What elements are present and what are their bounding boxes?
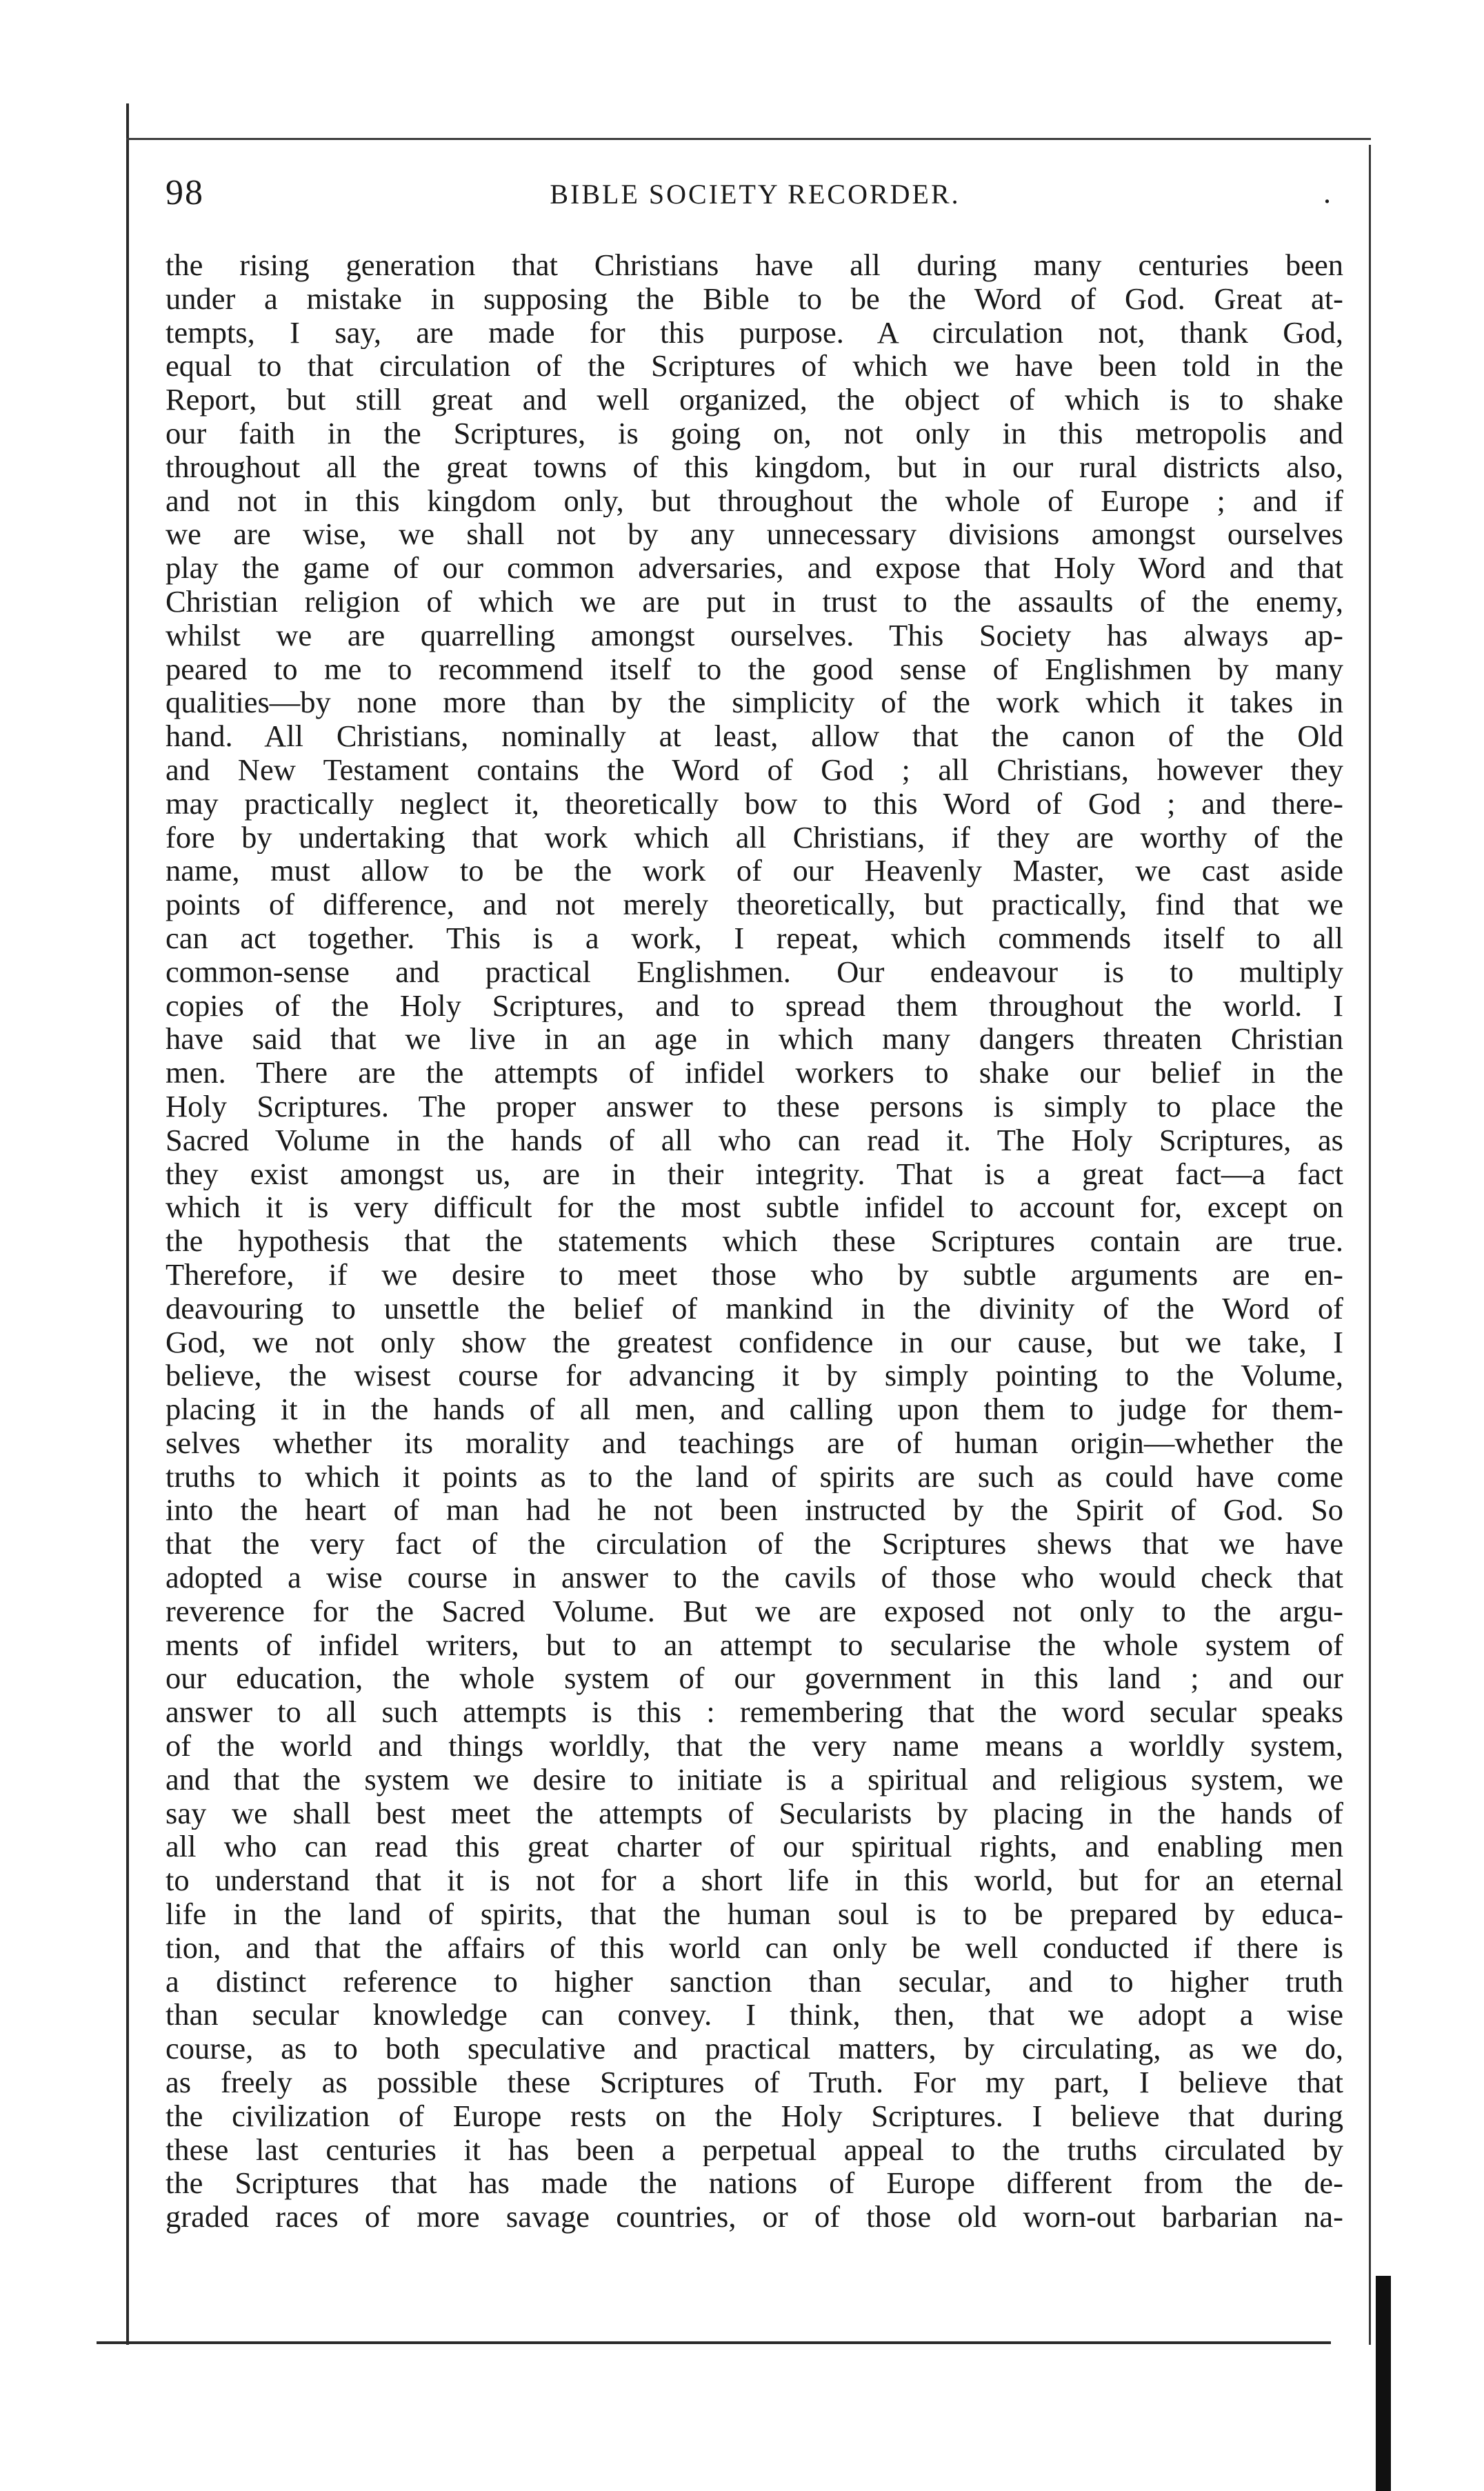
text-line: Report, but still great and well organized, the object of which is to shake [166, 383, 1343, 417]
text-line: can act together. This is a work, I repeat, which commends itself to all [166, 921, 1343, 955]
text-line: ments of infidel writers, but to an attempt to secularise the whole system of [166, 1628, 1343, 1662]
text-line: men. There are the attempts of infidel workers to shake our belief in the [166, 1056, 1343, 1090]
text-line: we are wise, we shall not by any unnecessary divisions amongst ourselves [166, 517, 1343, 552]
page-header [166, 172, 1345, 221]
text-line: play the game of our common adversaries, and expose that Holy Word and that [166, 551, 1343, 585]
text-line: adopted a wise course in answer to the cavils of those who would check that [166, 1561, 1343, 1594]
text-line: whilst we are quarrelling amongst ourselves. This Society has always ap- [166, 618, 1343, 652]
text-line: life in the land of spirits, that the human soul is to be prepared by educa- [166, 1897, 1343, 1931]
text-line: throughout all the great towns of this kingdom, but in our rural districts also, [166, 450, 1343, 484]
page-border-left [126, 103, 129, 2345]
text-line: our education, the whole system of our government in this land ; and our [166, 1661, 1343, 1696]
text-line: graded races of more savage countries, or of those old worn-out barbarian na- [166, 2200, 1343, 2234]
text-line: as freely as possible these Scriptures of Truth. For my part, I believe that [166, 2065, 1343, 2099]
text-line: and that the system we desire to initiate is a spiritual and religious system, we [166, 1762, 1343, 1797]
text-line: answer to all such attempts is this : remembering that the word secular speaks [166, 1695, 1343, 1730]
page-border-right [1369, 145, 1371, 2345]
text-line: of the world and things worldly, that the very name means a worldly system, [166, 1729, 1343, 1763]
text-line: fore by undertaking that work which all Christians, if they are worthy of the [166, 820, 1343, 854]
text-line: Christian religion of which we are put in trust to the assaults of the enemy, [166, 584, 1343, 619]
text-line: and New Testament contains the Word of God ; all Christians, however they [166, 752, 1343, 787]
text-line: that the very fact of the circulation of the Scriptures shews that we have [166, 1527, 1343, 1561]
text-line: reverence for the Sacred Volume. But we are exposed not only to the argu- [166, 1594, 1343, 1628]
text-line: Sacred Volume in the hands of all who can read it. The Holy Scriptures, as [166, 1123, 1343, 1157]
text-line: copies of the Holy Scriptures, and to spread them throughout the world. I [166, 988, 1343, 1023]
page-number: 98 [166, 173, 204, 212]
header-mark: . [1323, 176, 1331, 210]
bottom-rule [97, 2341, 1331, 2344]
text-line: selves whether its morality and teachings are of human origin—whether the [166, 1425, 1343, 1460]
text-line: hand. All Christians, nominally at least, allow that the canon of the Old [166, 719, 1343, 753]
text-line: may practically neglect it, theoretically bow to this Word of God ; and there- [166, 786, 1343, 821]
text-line: into the heart of man had he not been instructed by the Spirit of God. So [166, 1493, 1343, 1528]
text-line: common-sense and practical Englishmen. Our endeavour is to multiply [166, 954, 1343, 989]
text-line: the hypothesis that the statements which these Scriptures contain are true. [166, 1224, 1343, 1258]
text-line: our faith in the Scriptures, is going on, not only in this metropolis and [166, 416, 1343, 450]
binding-edge [1376, 2276, 1391, 2491]
text-line: and not in this kingdom only, but throughout the whole of Europe ; and if [166, 483, 1343, 518]
text-line: say we shall best meet the attempts of Secularists by placing in the hands of [166, 1796, 1343, 1830]
text-line: points of difference, and not merely theoretically, but practically, find that we [166, 888, 1343, 921]
text-line: these last centuries it has been a perpetual appeal to the truths circulated by [166, 2132, 1343, 2167]
body-text [166, 248, 1343, 2234]
text-line: Therefore, if we desire to meet those who by subtle arguments are en- [166, 1257, 1343, 1292]
text-line: which it is very difficult for the most subtle infidel to account for, except on [166, 1190, 1343, 1225]
text-line: the civilization of Europe rests on the Holy Scriptures. I believe that during [166, 2099, 1343, 2133]
text-line: than secular knowledge can convey. I think, then, that we adopt a wise [166, 1998, 1343, 2032]
text-line: equal to that circulation of the Scriptures of which we have been told in the [166, 349, 1343, 383]
text-line: under a mistake in supposing the Bible to be the Word of God. Great at- [166, 281, 1343, 316]
text-line: deavouring to unsettle the belief of mankind in the divinity of the Word of [166, 1291, 1343, 1325]
text-line: peared to me to recommend itself to the good sense of Englishmen by many [166, 652, 1343, 686]
text-line: to understand that it is not for a short life in this world, but for an eternal [166, 1863, 1343, 1898]
text-line: Holy Scriptures. The proper answer to these persons is simply to place the [166, 1089, 1343, 1123]
text-line: qualities—by none more than by the simplicity of the work which it takes in [166, 686, 1343, 720]
text-line: God, we not only show the greatest confidence in our cause, but we take, I [166, 1325, 1343, 1359]
text-line: the rising generation that Christians have all during many centuries been [166, 248, 1343, 282]
text-line: believe, the wisest course for advancing it by simply pointing to the Volume, [166, 1359, 1343, 1393]
text-line: name, must allow to be the work of our Heavenly Master, we cast aside [166, 854, 1343, 888]
text-line: course, as to both speculative and practical matters, by circulating, as we do, [166, 2032, 1343, 2066]
text-line: all who can read this great charter of our spiritual rights, and enabling men [166, 1830, 1343, 1864]
text-line: they exist amongst us, are in their integrity. That is a great fact—a fact [166, 1157, 1343, 1191]
text-line: tion, and that the affairs of this world can only be well conducted if there is [166, 1930, 1343, 1965]
text-line: truths to which it points as to the land of spirits are such as could have come [166, 1459, 1343, 1494]
top-rule [126, 138, 1371, 140]
text-line: tempts, I say, are made for this purpose. A circulation not, thank God, [166, 315, 1343, 350]
text-line: the Scriptures that has made the nations of Europe different from the de- [166, 2166, 1343, 2201]
running-title: BIBLE SOCIETY RECORDER. [550, 179, 961, 210]
text-line: have said that we live in an age in which many dangers threaten Christian [166, 1022, 1343, 1057]
text-line: placing it in the hands of all men, and calling upon them to judge for them- [166, 1392, 1343, 1426]
text-line: a distinct reference to higher sanction than secular, and to higher truth [166, 1964, 1343, 1999]
